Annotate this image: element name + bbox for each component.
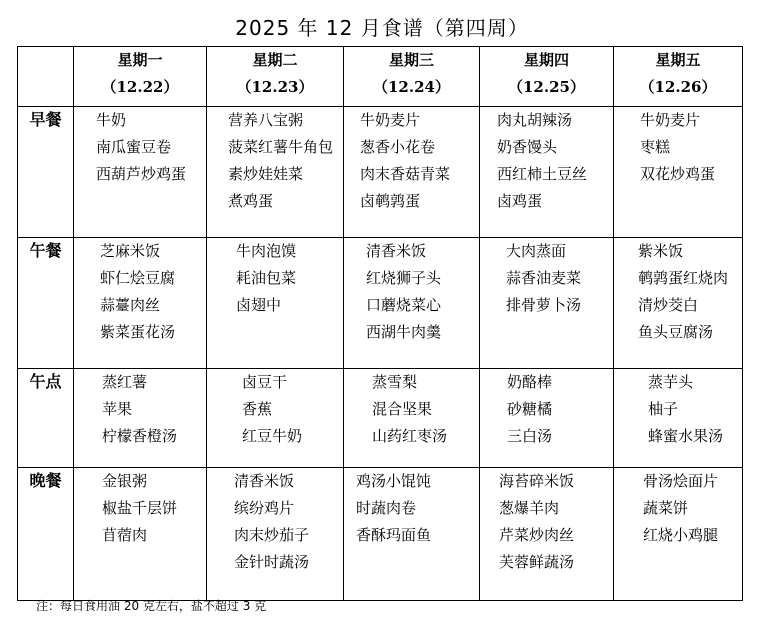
menu-cell: [207, 238, 344, 369]
day-name: 星期四: [523, 51, 569, 69]
dish-item: 红烧狮子头: [366, 269, 442, 287]
dish-item: 蒸红薯: [102, 373, 148, 391]
dish-item: 卤鹌鹑蛋: [360, 192, 421, 210]
day-name: 星期二: [252, 51, 298, 69]
dish-item: 蜂蜜水果汤: [648, 427, 724, 445]
dish-item: 卤翅中: [236, 296, 282, 314]
dish-item: 鸡汤小馄饨: [356, 472, 432, 490]
day-name: 星期一: [117, 51, 163, 69]
dish-item: 牛奶麦片: [360, 111, 421, 129]
meal-row: [18, 369, 743, 468]
dish-item: 南瓜蜜豆卷: [96, 138, 172, 156]
day-name: 星期五: [655, 51, 701, 69]
dish-item: 红豆牛奶: [242, 427, 303, 445]
dish-item: 肉末炒茄子: [234, 526, 310, 544]
day-header: [74, 47, 207, 107]
dish-item: 西红柿土豆丝: [497, 165, 588, 183]
dish-item: 煮鸡蛋: [228, 192, 274, 210]
dish-item: 口蘑烧菜心: [366, 296, 442, 314]
dish-item: 卤豆干: [242, 373, 288, 391]
dish-item: 蔬菜饼: [643, 499, 689, 517]
day-date: （12.22）: [101, 78, 179, 96]
dish-item: 芙蓉鲜蔬汤: [499, 553, 575, 571]
dish-item: 鹌鹑蛋红烧肉: [638, 269, 729, 287]
menu-cell: [480, 369, 614, 468]
menu-cell: [344, 369, 480, 468]
dish-item: 山药红枣汤: [372, 427, 448, 445]
day-header: [480, 47, 614, 107]
dish-item: 香蕉: [242, 400, 273, 418]
dish-item: 芝麻米饭: [100, 242, 161, 260]
dish-item: 耗油包菜: [236, 269, 297, 287]
dish-item: 牛奶: [96, 111, 127, 129]
dish-item: 牛肉泡馍: [236, 242, 297, 260]
dish-item: 骨汤烩面片: [643, 472, 719, 490]
dish-item: 枣糕: [640, 138, 671, 156]
menu-cell: [207, 369, 344, 468]
menu-cell: [614, 468, 743, 601]
dish-item: 鱼头豆腐汤: [638, 323, 714, 341]
dish-item: 双花炒鸡蛋: [640, 165, 716, 183]
dish-item: 清炒茭白: [638, 296, 699, 314]
dish-item: 蒜薹肉丝: [100, 296, 161, 314]
meal-row: [18, 107, 743, 238]
dish-item: 西葫芦炒鸡蛋: [96, 165, 187, 183]
meal-row: [18, 238, 743, 369]
menu-cell: [614, 369, 743, 468]
dish-item: 葱爆羊肉: [499, 499, 560, 517]
dish-item: 虾仁烩豆腐: [100, 269, 176, 287]
menu-cell: [480, 107, 614, 238]
meal-label: 午点: [18, 369, 74, 468]
dish-item: 奶香馒头: [497, 138, 558, 156]
dish-item: 牛奶麦片: [640, 111, 701, 129]
dish-item: 香酥玛面鱼: [356, 526, 432, 544]
dish-item: 素炒娃娃菜: [228, 165, 304, 183]
dish-item: 红烧小鸡腿: [643, 526, 719, 544]
dish-item: 肉末香菇青菜: [360, 165, 451, 183]
dish-item: 营养八宝粥: [228, 111, 304, 129]
menu-table: [17, 46, 743, 601]
dish-item: 苹果: [102, 400, 133, 418]
menu-cell: [614, 107, 743, 238]
menu-cell: [480, 238, 614, 369]
dish-item: 砂糖橘: [507, 400, 553, 418]
dish-item: 混合坚果: [372, 400, 433, 418]
menu-cell: [74, 468, 207, 601]
day-header: [614, 47, 743, 107]
dish-item: 芹菜炒肉丝: [499, 526, 575, 544]
dish-item: 奶酪棒: [507, 373, 553, 391]
dish-item: 苜蓿肉: [102, 526, 148, 544]
dish-item: 清香米饭: [234, 472, 295, 490]
menu-cell: [207, 107, 344, 238]
footnote: 注：每日食用油 20 克左右，盐不超过 3 克: [36, 599, 267, 613]
dish-item: 葱香小花卷: [360, 138, 436, 156]
dish-item: 紫菜蛋花汤: [100, 323, 176, 341]
menu-cell: [344, 107, 480, 238]
meal-label: 晚餐: [18, 468, 74, 601]
dish-item: 金银粥: [102, 472, 148, 490]
meal-label: 午餐: [18, 238, 74, 369]
menu-cell: [614, 238, 743, 369]
dish-item: 柚子: [648, 400, 679, 418]
menu-cell: [207, 468, 344, 601]
dish-item: 缤纷鸡片: [234, 499, 295, 517]
dish-item: 菠菜红薯牛角包: [228, 138, 334, 156]
dish-item: 清香米饭: [366, 242, 427, 260]
menu-cell: [74, 369, 207, 468]
dish-item: 卤鸡蛋: [497, 192, 543, 210]
dish-item: 三白汤: [507, 427, 553, 445]
day-header: [207, 47, 344, 107]
menu-cell: [344, 468, 480, 601]
dish-item: 西湖牛肉羹: [366, 323, 442, 341]
dish-item: 排骨萝卜汤: [506, 296, 582, 314]
menu-cell: [344, 238, 480, 369]
dish-item: 柠檬香橙汤: [102, 427, 178, 445]
dish-item: 紫米饭: [638, 242, 684, 260]
dish-item: 大肉蒸面: [506, 242, 567, 260]
page-title: 2025 年 12 月食谱（第四周）: [235, 16, 529, 40]
dish-item: 海苔碎米饭: [499, 472, 575, 490]
meal-label: 早餐: [18, 107, 74, 238]
dish-item: 椒盐千层饼: [102, 499, 178, 517]
day-date: （12.25）: [508, 78, 585, 96]
meal-row: [18, 468, 743, 601]
dish-item: 蒸雪梨: [372, 373, 418, 391]
day-date: （12.24）: [373, 78, 450, 96]
day-date: （12.23）: [236, 78, 314, 96]
day-date: （12.26）: [639, 78, 717, 96]
dish-item: 蒸芋头: [648, 373, 694, 391]
menu-cell: [74, 107, 207, 238]
menu-cell: [480, 468, 614, 601]
day-name: 星期三: [388, 51, 434, 69]
day-header: [344, 47, 480, 107]
dish-item: 时蔬肉卷: [356, 499, 417, 517]
menu-cell: [74, 238, 207, 369]
dish-item: 肉丸胡辣汤: [497, 111, 573, 129]
corner-cell: [18, 47, 74, 107]
header-row: [18, 47, 743, 107]
dish-item: 蒜香油麦菜: [506, 269, 582, 287]
dish-item: 金针时蔬汤: [234, 553, 310, 571]
